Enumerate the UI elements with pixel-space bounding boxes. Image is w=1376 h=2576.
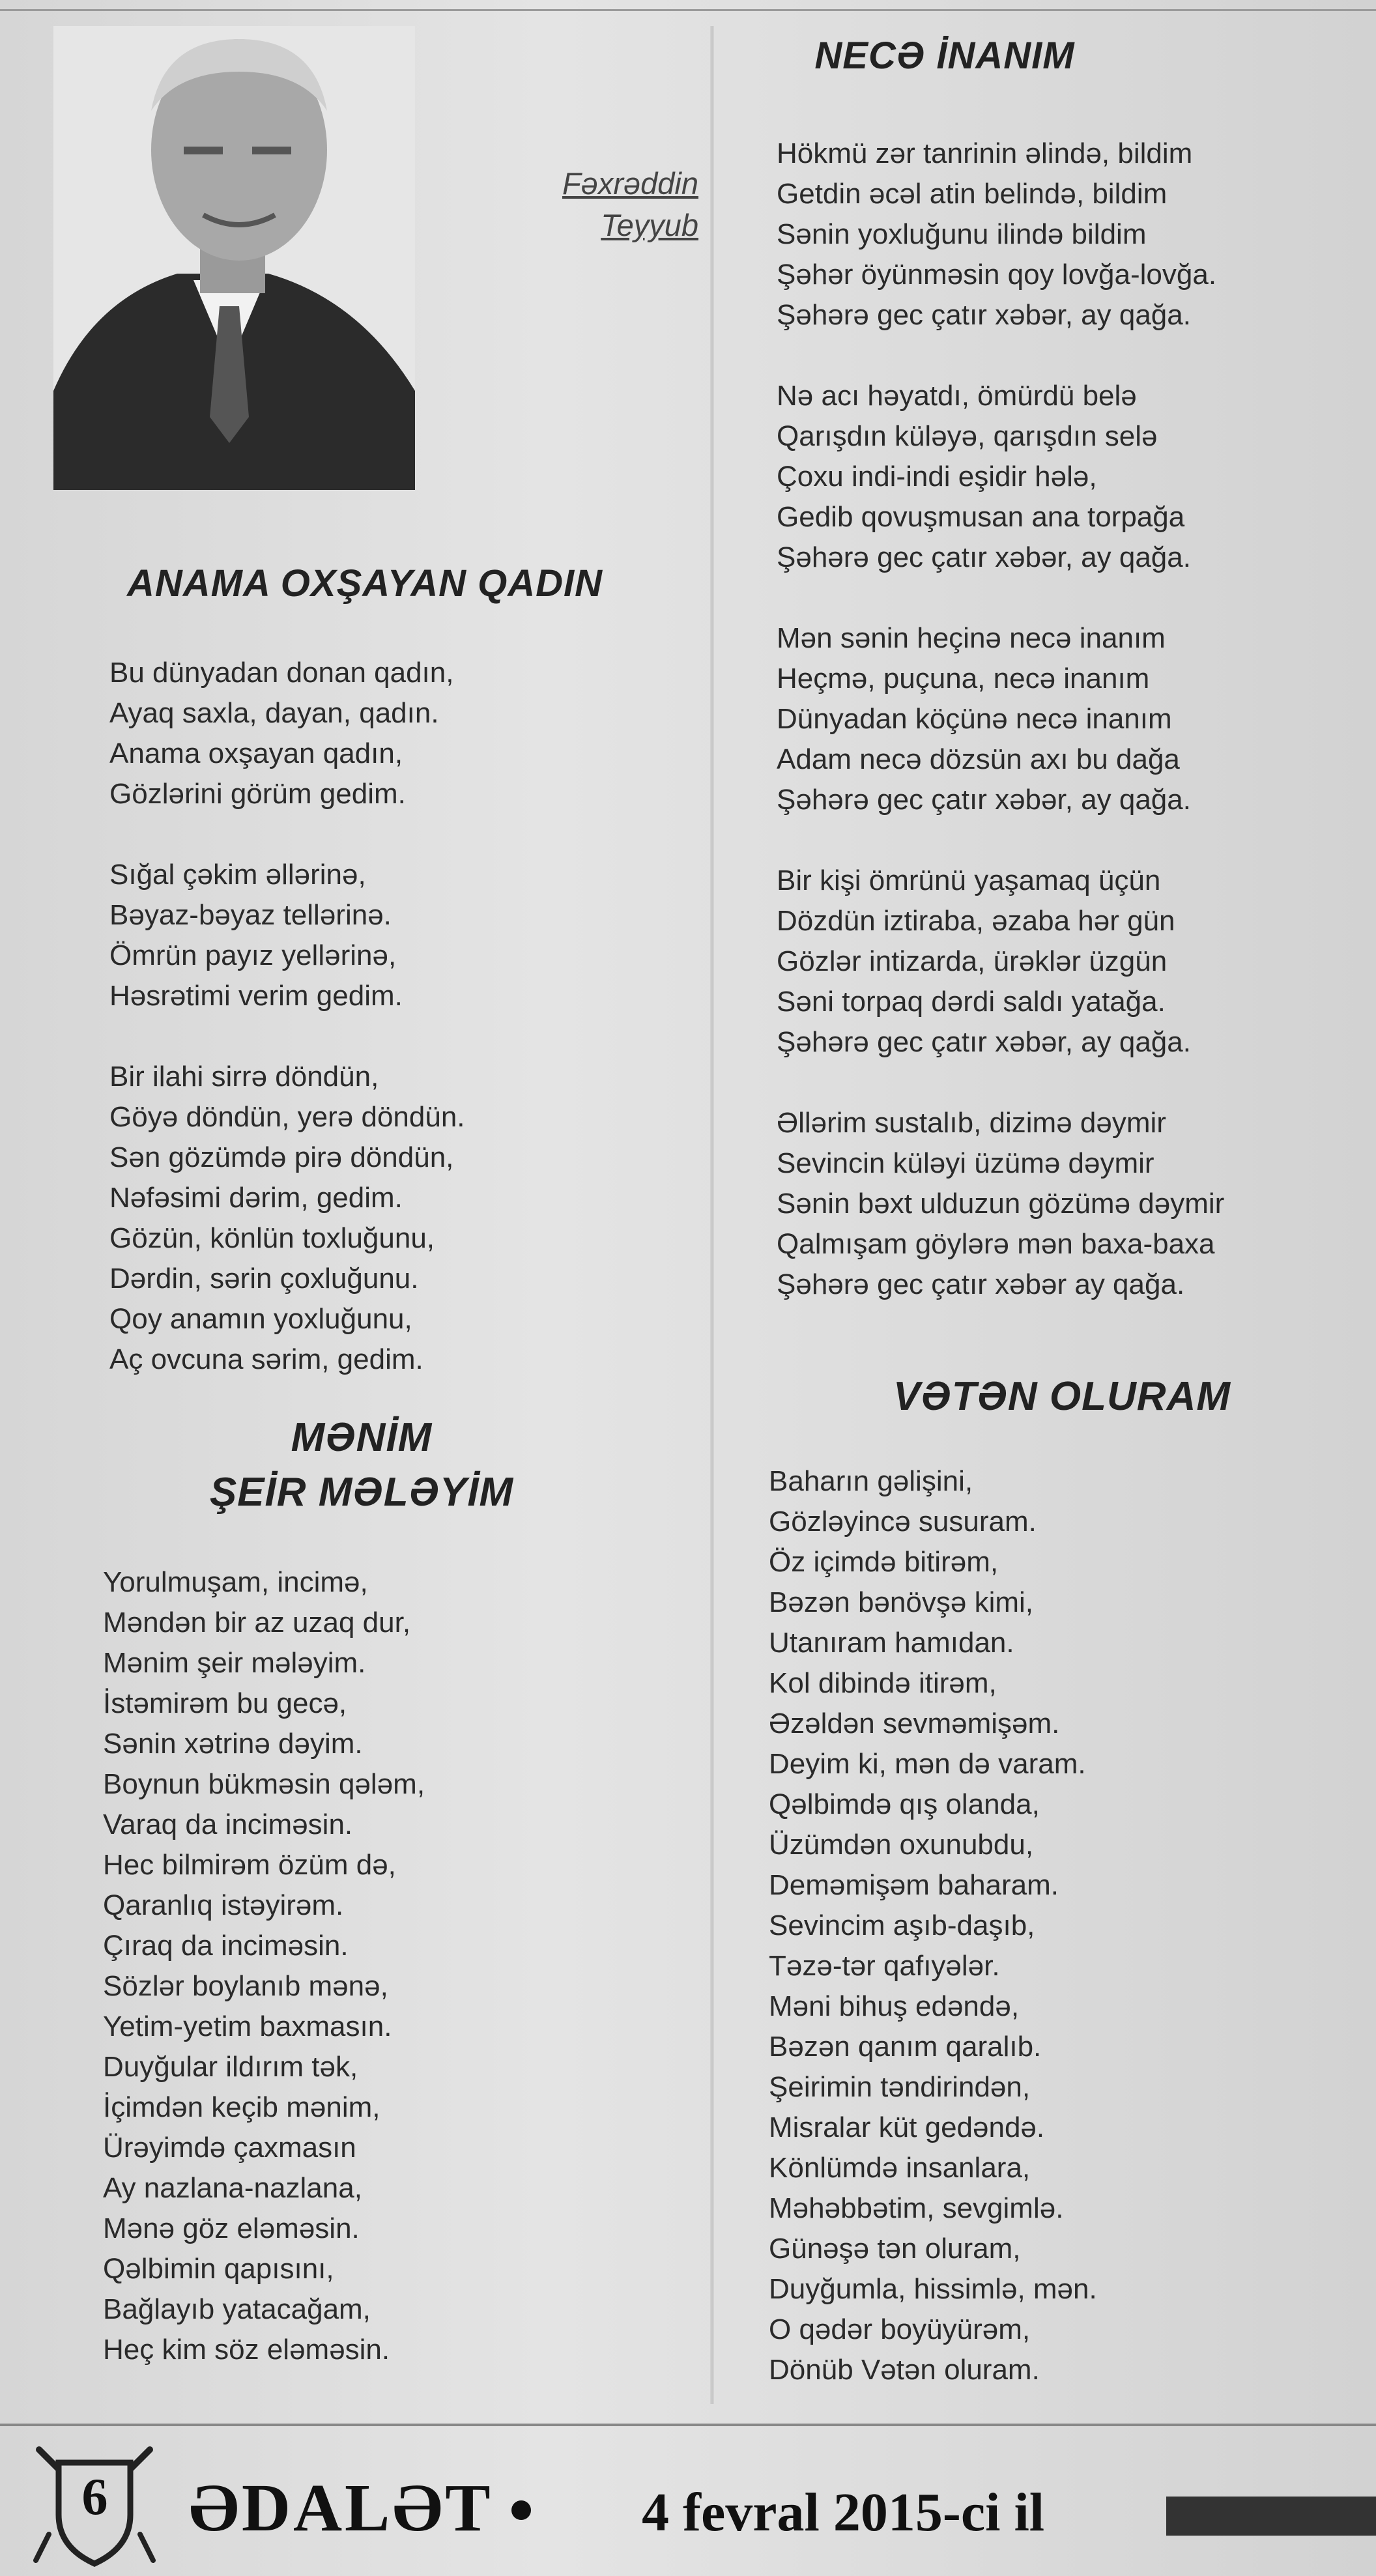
poem-line: Kol dibində itirəm, <box>769 1667 997 1699</box>
poem-line: Ömrün payız yellərinə, <box>109 939 397 971</box>
poem-line: Üzümdən oxunubdu, <box>769 1829 1034 1861</box>
bullet-separator <box>511 2500 531 2520</box>
poem-anama-oxsayan-qadin <box>109 653 465 1380</box>
footer-bar <box>1166 2497 1376 2536</box>
poem-line: Gözlərini görüm gedim. <box>109 778 406 810</box>
poem-line: Şeirimin təndirindən, <box>769 2071 1031 2103</box>
stanza <box>109 653 465 814</box>
issue-date: 4 fevral 2015-ci il <box>642 2482 1045 2543</box>
stanza <box>109 1057 465 1380</box>
poem-line: Gözlər intizarda, ürəklər üzgün <box>777 945 1168 977</box>
poem-line: Könlümdə insanlara, <box>769 2152 1031 2184</box>
poem-line: Ayaq saxla, dayan, qadın. <box>109 697 439 729</box>
poem-line: Dözdün iztiraba, əzaba hər gün <box>777 905 1175 937</box>
poem-line: İstəmirəm bu gecə, <box>103 1687 347 1719</box>
newspaper-name: ƏDALƏT <box>189 2470 493 2545</box>
poem-title-line: ŞEİR MƏLƏYİM <box>209 1470 514 1515</box>
poem-line: Dönüb Vətən oluram. <box>769 2354 1040 2386</box>
poem-line: Anama oxşayan qadın, <box>109 737 403 769</box>
poem-line: Göyə döndün, yerə döndün. <box>109 1101 465 1133</box>
stanza <box>777 134 1224 336</box>
poem-title-menim-seir-meleyim <box>156 1410 567 1520</box>
poem-veten-oluram <box>769 1461 1097 2390</box>
poem-line: Sən gözümdə pirə döndün, <box>109 1141 454 1173</box>
poem-line: Qoy anamın yoxluğunu, <box>109 1303 412 1335</box>
poem-line: Təzə-tər qafıyələr. <box>769 1950 1000 1982</box>
poem-line: Bir ilahi sirrə döndün, <box>109 1061 379 1093</box>
poem-line: Şəhərə gec çatır xəbər, ay qağa. <box>777 541 1191 573</box>
poem-line: Dünyadan köçünə necə inanım <box>777 703 1172 735</box>
poem-line: Öz içimdə bitirəm, <box>769 1546 999 1578</box>
author-photo <box>53 26 415 490</box>
author-last-name: Teyyub <box>601 208 698 242</box>
poem-line: Sözlər boylanıb mənə, <box>103 1970 388 2002</box>
poem-line: Qaranlıq istəyirəm. <box>103 1889 344 1921</box>
poem-line: Deməmişəm baharam. <box>769 1869 1059 1901</box>
poem-line: Məndən bir az uzaq dur, <box>103 1607 411 1639</box>
poem-line: Dərdin, sərin çoxluğunu. <box>109 1263 419 1295</box>
poem-line: Bir kişi ömrünü yaşamaq üçün <box>777 865 1161 896</box>
poem-title-line: MƏNİM <box>291 1415 433 1460</box>
poem-line: Gedib qovuşmusan ana torpağa <box>777 501 1185 533</box>
column-gutter <box>710 26 714 2404</box>
poem-line: Sevincin küləyi üzümə dəymir <box>777 1147 1154 1179</box>
poem-line: Qəlbimdə qış olanda, <box>769 1788 1040 1820</box>
poem-line: Şəhərə gec çatır xəbər, ay qağa. <box>777 784 1191 816</box>
author-first-name: Fəxrəddin <box>562 166 698 201</box>
poem-line: Heçmə, puçuna, necə inanım <box>777 663 1150 694</box>
poem-line: Bəzən qanım qaralıb. <box>769 2031 1042 2063</box>
poem-line: Məhəbbətim, sevgimlə. <box>769 2192 1064 2224</box>
stanza <box>777 1103 1224 1305</box>
poem-line: Sevincim aşıb-daşıb, <box>769 1910 1035 1941</box>
poem-line: Mənim şeir mələyim. <box>103 1647 366 1679</box>
poem-line: Aç ovcuna sərim, gedim. <box>109 1343 423 1375</box>
poem-line: Duyğular ildırım tək, <box>103 2051 358 2083</box>
stanza <box>103 1562 425 2370</box>
poem-line: Deyim ki, mən də varam. <box>769 1748 1086 1780</box>
poem-line: Həsrətimi verim gedim. <box>109 980 403 1012</box>
poem-line: Qalmışam göylərə mən baxa-baxa <box>777 1228 1215 1260</box>
poem-line: Sığal çəkim əllərinə, <box>109 859 366 891</box>
poem-line: Çıraq da inciməsin. <box>103 1930 349 1962</box>
poem-line: Nəfəsimi dərim, gedim. <box>109 1182 403 1214</box>
top-rule <box>0 9 1376 11</box>
poem-line: Nə acı həyatdı, ömürdü belə <box>777 380 1137 412</box>
poem-line: Varaq da inciməsin. <box>103 1809 353 1840</box>
poem-line: Gözün, könlün toxluğunu, <box>109 1222 435 1254</box>
poem-line: Getdin əcəl atin belində, bildim <box>777 178 1168 210</box>
poem-line: Sənin yoxluğunu ilində bildim <box>777 218 1147 250</box>
poem-line: Səni torpaq dərdi saldı yatağa. <box>777 986 1166 1018</box>
stanza <box>777 376 1224 578</box>
poem-line: Adam necə dözsün axı bu dağa <box>777 743 1180 775</box>
poem-line: Bəzən bənövşə kimi, <box>769 1586 1033 1618</box>
poem-line: Bağlayıb yatacağam, <box>103 2293 371 2325</box>
poem-line: Duyğumla, hissimlə, mən. <box>769 2273 1097 2305</box>
stanza <box>109 855 465 1016</box>
poem-line: Qarışdın küləyə, qarışdın selə <box>777 420 1158 452</box>
poem-line: Sənin bəxt ulduzun gözümə dəymir <box>777 1188 1225 1220</box>
page-number: 6 <box>81 2469 108 2526</box>
poem-menim-seir-meleyim <box>103 1562 425 2370</box>
poem-line: Hökmü zər tanrinin əlində, bildim <box>777 137 1193 169</box>
poem-line: Ay nazlana-nazlana, <box>103 2172 362 2204</box>
poem-line: Mən sənin heçinə necə inanım <box>777 622 1166 654</box>
poem-line: Qəlbimin qapısını, <box>103 2253 334 2285</box>
stanza <box>777 618 1224 820</box>
poem-line: Məni bihuş edəndə, <box>769 1990 1020 2022</box>
poem-title-veten-oluram: VƏTƏN OLURAM <box>893 1374 1231 1419</box>
footer-rule <box>0 2424 1376 2426</box>
poem-line: Misralar küt gedəndə. <box>769 2111 1045 2143</box>
poem-line: Utanıram hamıdan. <box>769 1627 1014 1659</box>
stanza <box>777 861 1224 1063</box>
poem-line: Bəyaz-bəyaz tellərinə. <box>109 899 392 931</box>
poem-line: Bu dünyadan donan qadın, <box>109 657 454 689</box>
poem-title-nece-inanim: NECƏ İNANIM <box>814 35 1075 77</box>
poem-line: Günəşə tən oluram, <box>769 2233 1021 2265</box>
poem-line: Heç kim söz eləməsin. <box>103 2334 390 2366</box>
poem-line: Yetim-yetim baxmasın. <box>103 2011 392 2042</box>
poem-line: Əllərim sustalıb, dizimə dəymir <box>777 1107 1166 1139</box>
poem-line: Şəhərə gec çatır xəbər, ay qağa. <box>777 1026 1191 1058</box>
poem-line: Sənin xətrinə dəyim. <box>103 1728 363 1760</box>
poem-line: Boynun bükməsin qələm, <box>103 1768 425 1800</box>
poem-line: Əzəldən sevməmişəm. <box>769 1708 1060 1739</box>
page-footer <box>0 2424 1376 2576</box>
poem-line: Mənə göz eləməsin. <box>103 2212 360 2244</box>
author-byline <box>417 163 698 246</box>
poem-line: Şəhərə gec çatır xəbər ay qağa. <box>777 1268 1185 1300</box>
poem-title-anama-oxsayan-qadin: ANAMA OXŞAYAN QADIN <box>126 562 603 605</box>
poem-line: Şəhərə gec çatır xəbər, ay qağa. <box>777 299 1191 331</box>
poem-line: Hec bilmirəm özüm də, <box>103 1849 396 1881</box>
poem-line: Ürəyimdə çaxmasın <box>103 2132 356 2164</box>
poem-line: Baharın gəlişini, <box>769 1465 973 1497</box>
poem-line: Gözləyincə susuram. <box>769 1506 1037 1538</box>
stanza <box>769 1461 1097 2390</box>
poem-nece-inanim <box>777 134 1224 1305</box>
poem-line: İçimdən keçib mənim, <box>103 2091 380 2123</box>
poem-line: O qədər boyüyürəm, <box>769 2313 1031 2345</box>
poem-line: Şəhər öyünməsin qoy lovğa-lovğa. <box>777 259 1217 291</box>
poem-line: Çoxu indi-indi eşidir hələ, <box>777 461 1097 493</box>
poem-line: Yorulmuşam, incimə, <box>103 1566 368 1598</box>
